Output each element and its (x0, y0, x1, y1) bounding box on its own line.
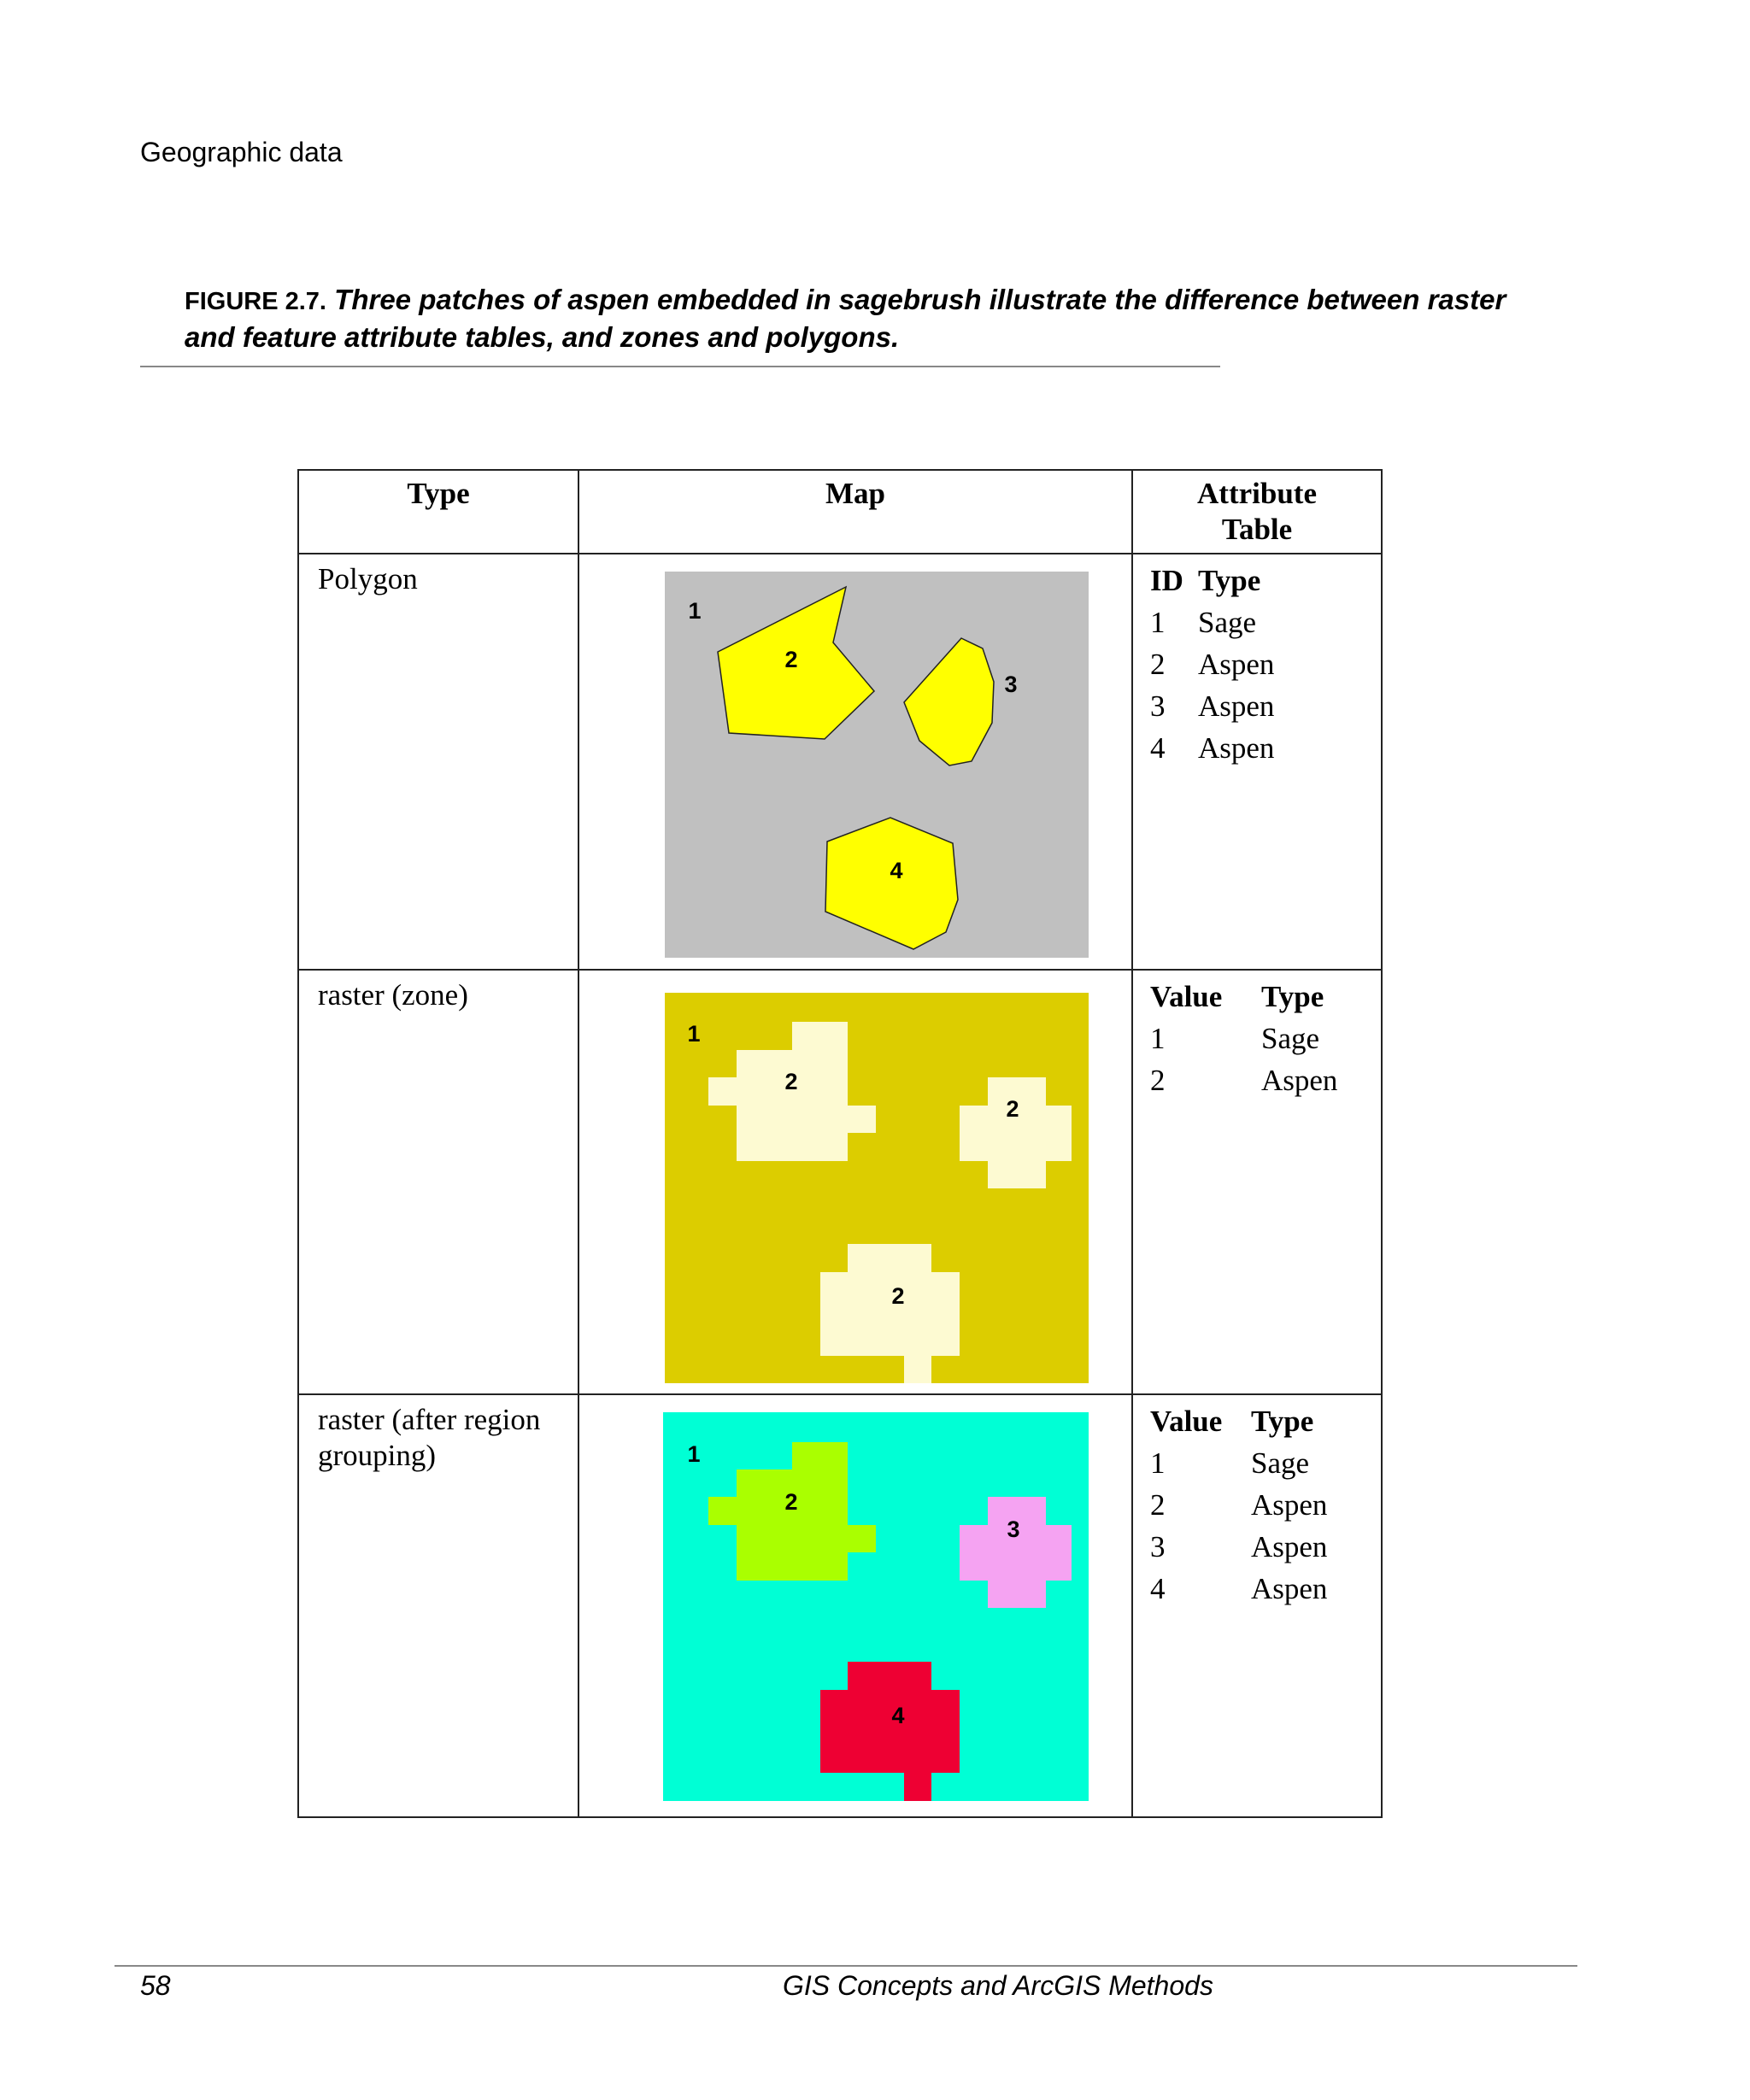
attribute-value: Aspen (1251, 1488, 1328, 1522)
header-attribute-table (1132, 470, 1382, 554)
attribute-value: Aspen (1261, 1064, 1338, 1097)
header-map: Map (578, 470, 1132, 554)
figure-caption-text: Three patches of aspen embedded in sagebrush illustrate the difference between raster and feature attribute tables, and zones and polygons. (185, 284, 1506, 353)
page-number: 58 (140, 1970, 171, 2001)
header-attribute-line2: Table (1221, 513, 1293, 546)
map-label: 2 (784, 1489, 798, 1515)
attribute-value: 2 (1150, 648, 1166, 681)
table-header-row (298, 470, 1382, 554)
attribute-cell (1132, 554, 1382, 970)
attribute-header: Value (1150, 980, 1223, 1013)
attribute-value: Aspen (1198, 731, 1275, 765)
attribute-header: Value (1150, 1405, 1223, 1438)
attribute-value: 1 (1150, 606, 1166, 639)
attribute-value: 1 (1150, 1022, 1166, 1055)
polygon-map (665, 572, 1089, 958)
figure-table (297, 469, 1383, 1818)
header-attribute-line1: Attribute (1197, 477, 1317, 510)
attribute-table (1150, 560, 1364, 769)
attribute-value: 3 (1150, 1530, 1166, 1563)
attribute-value: 2 (1150, 1064, 1166, 1097)
attribute-value: 3 (1150, 689, 1166, 723)
attribute-value: Aspen (1251, 1530, 1328, 1563)
figure-label: FIGURE 2.7. (185, 288, 326, 315)
attribute-value: Aspen (1251, 1572, 1328, 1605)
footer-rule (115, 1965, 1577, 1967)
figure-caption (185, 282, 1518, 355)
attribute-value: 1 (1150, 1446, 1166, 1480)
attribute-value: Aspen (1198, 648, 1275, 681)
attribute-header: Type (1261, 980, 1324, 1013)
caption-rule (140, 366, 1220, 367)
map-label: 2 (1006, 1096, 1019, 1122)
table-row-raster-zone (298, 970, 1382, 1394)
attribute-table (1150, 976, 1364, 1101)
type-cell: Polygon (298, 554, 578, 970)
attribute-table (1150, 1400, 1364, 1610)
map-label: 3 (1007, 1516, 1020, 1542)
type-cell: raster (after region grouping) (298, 1394, 578, 1817)
running-head: Geographic data (140, 137, 343, 167)
book-title: GIS Concepts and ArcGIS Methods (783, 1970, 1213, 2001)
table-row-raster-region-grouping (298, 1394, 1382, 1817)
map-cell (578, 1394, 1132, 1817)
raster-region-map (663, 1412, 1089, 1801)
type-cell: raster (zone) (298, 970, 578, 1394)
attribute-value: 2 (1150, 1488, 1166, 1522)
attribute-value: 4 (1150, 731, 1166, 765)
attribute-value: 4 (1150, 1572, 1166, 1605)
map-label: 1 (687, 1021, 701, 1047)
raster-zone-map (665, 993, 1089, 1383)
map-label: 4 (890, 858, 903, 883)
map-label: 2 (891, 1283, 905, 1309)
attribute-value: Sage (1261, 1022, 1320, 1055)
map-label: 1 (687, 1441, 701, 1467)
map-cell (578, 554, 1132, 970)
attribute-cell (1132, 970, 1382, 1394)
attribute-value: Sage (1251, 1446, 1310, 1480)
map-label: 2 (784, 647, 798, 672)
map-label: 2 (784, 1069, 798, 1094)
attribute-header: Type (1198, 564, 1261, 597)
attribute-cell (1132, 1394, 1382, 1817)
table-row-polygon (298, 554, 1382, 970)
map-label: 1 (688, 598, 702, 624)
map-label: 4 (891, 1703, 905, 1728)
map-label: 3 (1004, 672, 1018, 697)
attribute-header: ID (1150, 564, 1183, 597)
attribute-header: Type (1251, 1405, 1314, 1438)
map-cell (578, 970, 1132, 1394)
attribute-value: Aspen (1198, 689, 1275, 723)
attribute-value: Sage (1198, 606, 1257, 639)
header-type: Type (298, 470, 578, 554)
